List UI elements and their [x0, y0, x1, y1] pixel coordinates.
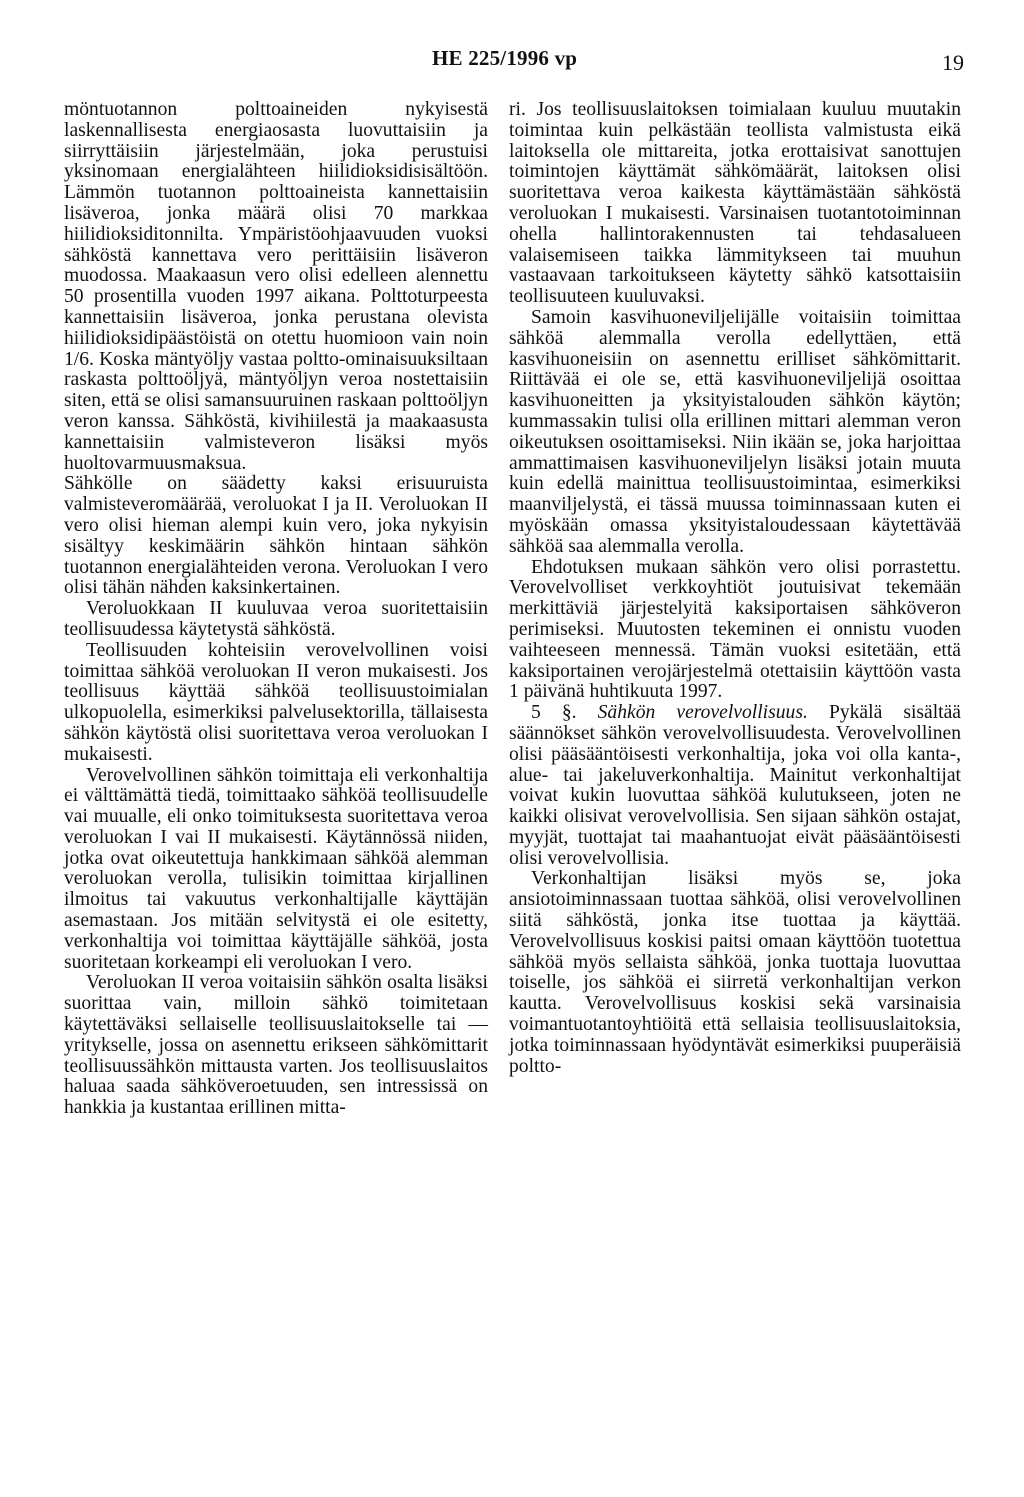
section-body: Pykälä sisältää säännökset sähkön verovelvollisuudesta. Verovelvollinen olisi pääsääntöisesti verkonhaltija, joka voi olla kanta-, alue- tai jakeluverkonhaltija. Mainitut verkonhaltijat voivat kukin luovuttaa sähköä kulutukseen, joten ne kaikki olisivat verovelvollisia. Sen sijaan sähkön ostajat, myyjät, tuottajat tai maahantuojat eivät pääsääntöisesti olisi verovelvollisia. — [509, 702, 962, 869]
right-column — [509, 100, 961, 1077]
paragraph: Veroluokkaan II kuuluvaa veroa suoritettaisiin teollisuudessa käytetystä sähköstä. — [64, 598, 488, 640]
paragraph: Ehdotuksen mukaan sähkön vero olisi porrastettu. Verovelvolliset verkkoyhtiöt joutuisivat tekemään merkittäviä järjestelyitä kaksiportaisen sähköveron perimiseksi. Muutosten tekeminen ei onnistu vuoden vaihteeseen mennessä. Tämän vuoksi esitetään, että kaksiportainen verojärjestelmä otettaisiin käyttöön vasta 1 päivänä huhtikuuta 1997. — [509, 556, 961, 703]
paragraph: Samoin kasvihuoneviljelijälle voitaisiin toimittaa sähköä alemmalla verolla edellyttäen, että kasvihuoneisiin on asennettu erilliset sähkömittarit. Riittävää ei ole se, että kasvihuoneviljelijä osoittaa kasvihuoneitten ja yksityistalouden sähkön käytön; kummassakin tulisi olla erillinen mittari alemman veron oikeutuksen osoittamiseksi. Niin ikään se, joka harjoittaa ammattimaisen kasvihuoneviljelyn lisäksi jotain muuta kuin edellä mainittua teollisuustoimintaa, esimerkiksi maanviljelystä, ei tässä muussa toiminnassaan kuten ei myöskään omassa yksityistaloudessaan käytettävää sähköä saa alemmalla verolla. — [509, 306, 961, 557]
paragraph: Sähkölle on säädetty kaksi erisuuruista valmisteveromäärää, veroluokat I ja II. Veroluokan II vero olisi hieman alempi kuin vero, joka nykyisin sisältyy keskimäärin sähkön hintaan sähkön tuotannon energialähteiden verona. Veroluokan I vero olisi tähän nähden kaksinkertainen. — [64, 473, 488, 599]
document-id: HE 225/1996 vp — [432, 46, 578, 70]
paragraph: möntuotannon polttoaineiden nykyisestä laskennallisesta energiaosasta luovuttaisiin ja siirryttäisiin järjestelmään, joka perustuisi yksinomaan energialähteen hiilidioksidisisältöön. Lämmön tuotannon polttoaineista kannettaisiin lisäveroa, jonka määrä olisi 70 markkaa hiilidioksiditonnilta. Ympäristöohjaavuuden vuoksi sähköstä kannettava vero perittäisiin lisäveron muodossa. Maakaasun vero olisi edelleen alennettu 50 prosentilla vuoden 1997 aikana. Polttoturpeesta kannettaisiin lisäveroa, jonka perustana olevista hiilidioksidipäästöistä on otettu huomioon vain noin 1/6. Koska mäntyöljy vastaa poltto-ominaisuuksiltaan raskasta polttoöljyä, mäntyöljyn veroa nostettaisiin siten, että se olisi samansuuruinen raskaan polttoöljyn veron kanssa. Sähköstä, kivihiilestä ja maakaasusta kannettaisiin valmisteveron lisäksi myös huoltovarmuusmaksua. — [64, 99, 488, 474]
page-number: 19 — [942, 50, 964, 75]
paragraph: ri. Jos teollisuuslaitoksen toimialaan kuuluu muutakin toimintaa kuin pelkästään teollista valmistusta eikä laitoksella ole mittareita, jotka erottaisivat sanottujen toimintojen käyttämät sähkömäärät, laitoksen olisi suoritettava veroa kaikesta käyttämästään sähköstä veroluokan I mukaisesti. Varsinaisen tuotantotoiminnan ohella hallintorakennusten tai tehdasalueen valaisemiseen taikka lämmitykseen tai muuhun vastaavaan tarkoitukseen käytetty sähkö katsottaisiin teollisuuteen kuuluvaksi. — [509, 99, 961, 308]
left-column — [64, 100, 488, 1119]
paragraph: Teollisuuden kohteisiin verovelvollinen voisi toimittaa sähköä veroluokan II veron mukaisesti. Jos teollisuus käyttää sähköä teollisuustoimialan ulkopuolella, esimerkiksi palvelusektorilla, tällaisesta sähkön käytöstä olisi suoritettava veroa veroluokan I mukaisesti. — [64, 639, 488, 765]
page-header — [0, 46, 1024, 86]
section-title: Sähkön verovelvollisuus. — [597, 702, 808, 724]
section-paragraph — [509, 703, 961, 869]
paragraph: Veroluokan II veroa voitaisiin sähkön osalta lisäksi suorittaa vain, milloin sähkö toimitetaan käytettäväksi sellaiselle teollisuuslaitokselle tai — yritykselle, jossa on asennettu erikseen sähkömittarit teollisuussähkön mittausta varten. Jos teollisuuslaitos haluaa saada sähköveroetuuden, sen intressissä on hankkia ja kustantaa erillinen mitta- — [64, 972, 488, 1119]
section-number: 5 §. — [531, 702, 598, 724]
paragraph: Verovelvollinen sähkön toimittaja eli verkonhaltija ei välttämättä tiedä, toimittaako sähköä teollisuudelle vai muualle, eli onko toimituksesta suoritettava veroa veroluokan I vai II mukaisesti. Käytännössä niiden, jotka ovat oikeutettuja hankkimaan sähköä alemman veroluokan verolla, tulisikin toimittaa kirjallinen ilmoitus tai vakuutus verkonhaltijalle käyttäjän asemastaan. Jos mitään selvitystä ei ole esitetty, verkonhaltija voi toimittaa käyttäjälle sähköä, josta suoritetaan korkeampi eli veroluokan I vero. — [64, 764, 488, 973]
paragraph: Verkonhaltijan lisäksi myös se, joka ansiotoiminnassaan tuottaa sähköä, olisi verovelvollinen siitä sähköstä, jonka itse tuottaa ja käyttää. Verovelvollisuus koskisi paitsi omaan käyttöön tuotettua sähköä myös sellaista sähköä, jonka tuottaja luovuttaa toiselle, jos sähköä ei siirretä verkonhaltijan verkon kautta. Verovelvollisuus koskisi sekä varsinaisia voimantuotantoyhtiöitä että sellaisia teollisuuslaitoksia, jotka toiminnassaan hyödyntävät esimerkiksi puuperäisiä poltto- — [509, 868, 961, 1077]
